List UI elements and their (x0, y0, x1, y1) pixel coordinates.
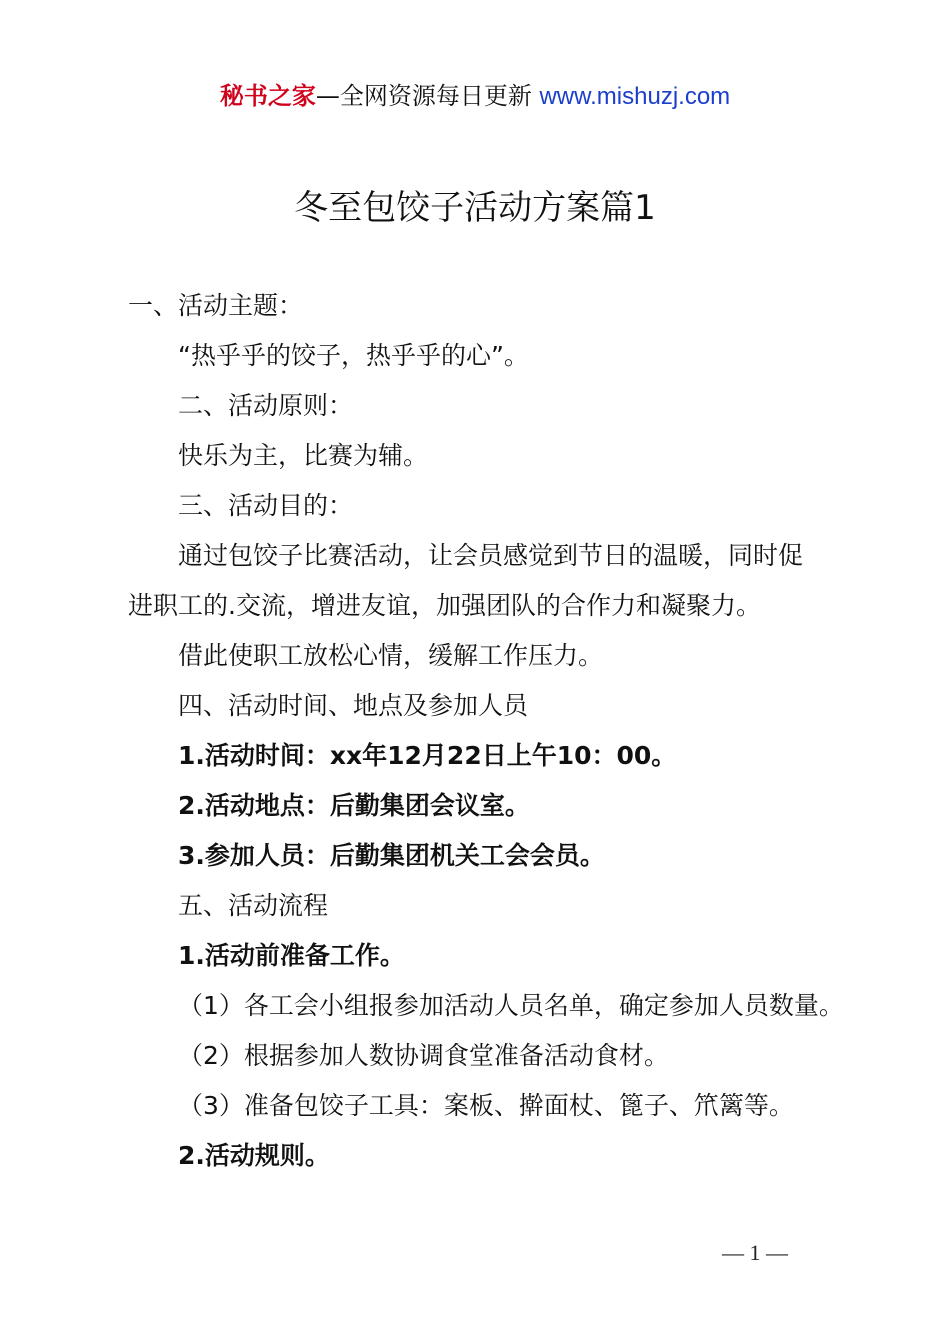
section-heading-theme: 一、活动主题： (128, 291, 304, 320)
participants-item: 3.参加人员：后勤集团机关工会会员。 (178, 841, 605, 870)
activity-place-item: 2.活动地点：后勤集团会议室。 (178, 791, 530, 820)
principle-text: 快乐为主，比赛为辅。 (178, 441, 429, 470)
document-title: 冬至包饺子活动方案篇1 (294, 188, 656, 228)
rules-subheading: 2.活动规则。 (178, 1141, 330, 1170)
page-number: — 1 — (722, 1240, 788, 1265)
site-url-link[interactable]: www.mishuzj.com (539, 83, 731, 110)
preparation-subheading: 1.活动前准备工作。 (178, 941, 405, 970)
preparation-item-3: （3）准备包饺子工具：案板、擀面杖、篦子、笊篱等。 (178, 1091, 794, 1120)
activity-time-item: 1.活动时间：xx年12月22日上午10：00。 (178, 741, 677, 770)
section-heading-purpose: 三、活动目的： (178, 491, 354, 520)
section-heading-process: 五、活动流程 (178, 891, 329, 920)
brand-name: 秘书之家 (219, 82, 316, 110)
purpose-paragraph-line2: 进职工的.交流，增进友谊，加强团队的合作力和凝聚力。 (128, 591, 761, 620)
preparation-item-1: （1）各工会小组报参加活动人员名单，确定参加人员数量。 (178, 991, 844, 1020)
theme-text: “热乎乎的饺子，热乎乎的心”。 (178, 341, 529, 370)
purpose-paragraph-line1: 通过包饺子比赛活动，让会员感觉到节日的温暖，同时促 (178, 541, 804, 570)
site-header (0, 80, 950, 113)
preparation-item-2: （2）根据参加人数协调食堂准备活动食材。 (178, 1041, 669, 1070)
header-slogan: —全网资源每日更新 (315, 82, 532, 110)
section-heading-time-place: 四、活动时间、地点及参加人员 (178, 691, 529, 720)
section-heading-principle: 二、活动原则： (178, 391, 354, 420)
purpose-text-2: 借此使职工放松心情，缓解工作压力。 (178, 641, 604, 670)
